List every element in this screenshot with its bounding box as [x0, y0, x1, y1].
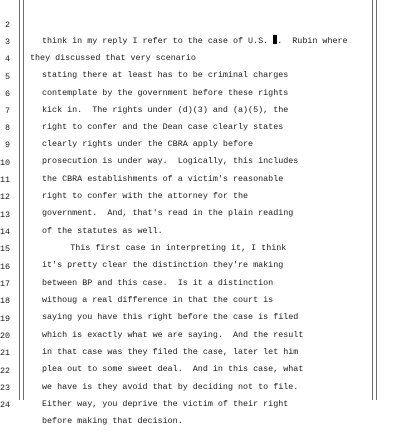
line-number: 19 [0, 314, 11, 324]
line-number: 9 [4, 140, 10, 150]
line-number: 22 [0, 366, 11, 376]
line-number: 13 [0, 210, 11, 220]
line-number: 4 [4, 54, 10, 64]
line-text: government. And, that's read in the plain reading [42, 208, 294, 218]
line-number: 6 [4, 89, 10, 99]
line-text: it's pretty clear the distinction they're making [42, 260, 284, 270]
line-text-after-redaction: . Rubin where [277, 36, 348, 46]
line-number: 10 [0, 158, 11, 168]
line-number: 3 [4, 37, 10, 47]
line-text: of the statutes as well. [42, 226, 163, 236]
line-text: right to confer with the attorney for the [42, 191, 249, 201]
line-number: 21 [0, 348, 11, 358]
line-text: kick in. The rights under (d)(3) and (a)(5), the [42, 105, 289, 115]
line-text: they discussed that very scenario [30, 53, 196, 63]
line-text: clearly rights under the CBRA apply before [42, 139, 254, 149]
line-number: 8 [4, 123, 10, 133]
line-number: 17 [0, 279, 11, 289]
line-text: This first case in interpreting it, I think [30, 243, 287, 253]
line-text: before making that decision. [42, 416, 183, 426]
line-text: prosecution is under way. Logically, this includes [42, 156, 299, 166]
line-text: Either way, you deprive the victim of their right [42, 399, 289, 409]
line-text: we have is they avoid that by deciding not to file. [42, 382, 299, 392]
line-number: 23 [0, 383, 11, 393]
line-text: withoug a real difference in that the court is [42, 295, 274, 305]
line-number: 11 [0, 175, 11, 185]
line-text-before-redaction: think in my reply I refer to the case of U.S. [42, 36, 274, 46]
transcript-line [0, 1, 400, 46]
line-text: saying you have this right before the case is filed [42, 312, 299, 322]
line-number: 15 [0, 244, 11, 254]
line-text: right to confer and the Dean case clearly states [42, 122, 284, 132]
line-text: stating there at least has to be criminal charges [42, 70, 289, 80]
line-number: 5 [4, 72, 10, 82]
line-text: between BP and this case. Is it a distinction [42, 278, 274, 288]
line-number: 12 [0, 192, 11, 202]
line-number: 24 [0, 400, 11, 410]
line-number: 16 [0, 262, 11, 272]
line-number: 2 [4, 20, 10, 30]
line-number: 14 [0, 227, 11, 237]
line-text: the CBRA establishments of a victim's reasonable [42, 174, 284, 184]
line-number: 20 [0, 331, 11, 341]
line-number: 18 [0, 296, 11, 306]
line-text: which is exactly what we are saying. And the result [42, 330, 304, 340]
line-number: 7 [4, 106, 10, 116]
line-text: plea out to some sweet deal. And in this case, what [42, 364, 304, 374]
line-text: in that case was they filed the case, later let him [42, 347, 299, 357]
line-text: contemplate by the government before these rights [42, 88, 289, 98]
